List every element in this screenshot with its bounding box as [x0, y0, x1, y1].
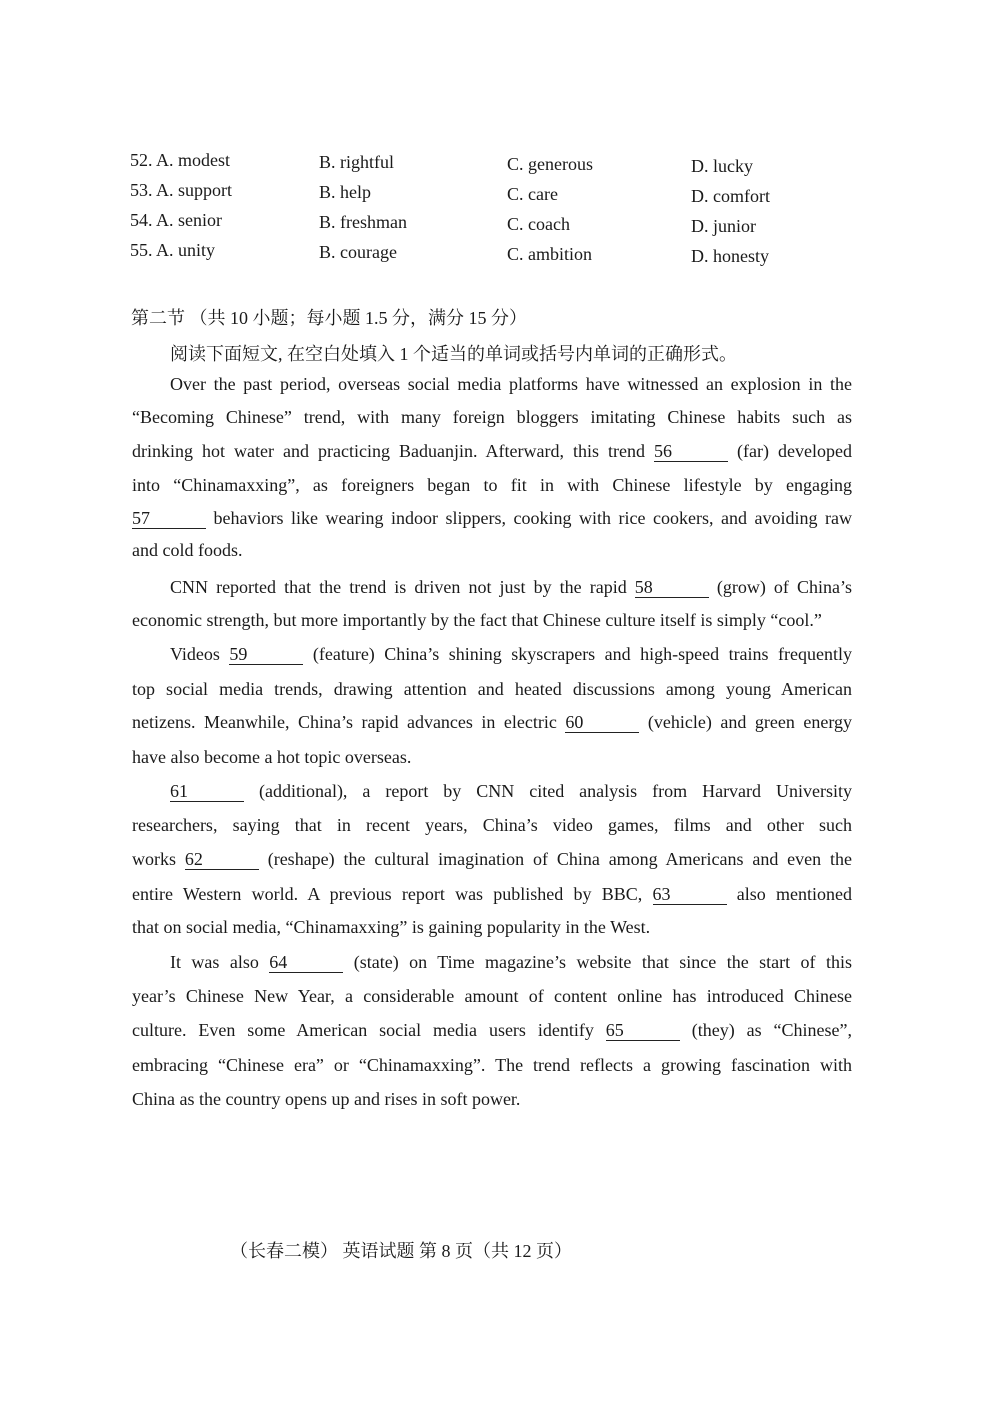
passage-line [170, 644, 852, 670]
blank-64: 64 [269, 952, 343, 973]
passage-text: China as the country opens up and rises in soft power. [132, 1089, 521, 1109]
passage-text: Over the past period, overseas social media platforms have witnessed an explosion in the [170, 374, 852, 394]
passage-text: also mentioned [726, 884, 852, 904]
passage-text: behaviors like wearing indoor slippers, cooking with rice cookers, and avoiding raw [206, 508, 852, 528]
passage-line [170, 781, 852, 807]
passage-line [132, 884, 852, 910]
passage-line [170, 374, 852, 400]
blank-62: 62 [185, 849, 259, 870]
passage-text: It was also [170, 952, 270, 972]
passage-text: and cold foods. [132, 540, 243, 560]
option-row-55 [130, 240, 830, 266]
section-heading: 第二节 （共 10 小题；每小题 1.5 分，满分 15 分） [131, 308, 527, 328]
blank-60: 60 [565, 712, 639, 733]
passage-text: entire Western world. A previous report was published by BBC, [132, 884, 653, 904]
passage-text: year’s Chinese New Year, a considerable amount of content online has introduced Chinese [132, 986, 852, 1006]
passage-text: netizens. Meanwhile, China’s rapid advances in electric [132, 712, 566, 732]
page-footer: （长春二模） 英语试题 第 8 页（共 12 页） [230, 1241, 572, 1261]
passage-text: top social media trends, drawing attention and heated discussions among young American [132, 679, 852, 699]
passage-line [132, 712, 852, 738]
blank-58: 58 [635, 577, 709, 598]
passage-text: Videos [170, 644, 230, 664]
option-c: C. ambition [507, 244, 592, 264]
passage-text: researchers, saying that in recent years, China’s video games, films and other such [132, 815, 852, 835]
blank-57: 57 [132, 508, 206, 529]
passage-line [132, 475, 852, 501]
passage-text: (feature) China’s shining skyscrapers and high-speed trains frequently [303, 644, 852, 664]
passage-text: that on social media, “Chinamaxxing” is gaining popularity in the West. [132, 917, 651, 937]
option-b: B. rightful [319, 152, 394, 172]
passage-text: (reshape) the cultural imagination of China among Americans and even the [258, 849, 853, 869]
passage-text: (far) developed [728, 441, 852, 461]
passage-line [132, 540, 852, 566]
option-row-52 [130, 150, 830, 176]
option-d: D. junior [691, 216, 756, 236]
passage-line [132, 747, 852, 773]
passage-text: embracing “Chinese era” or “Chinamaxxing”. The trend reflects a growing fascination with [132, 1055, 852, 1075]
passage-text: (they) as “Chinese”, [679, 1020, 852, 1040]
option-a: 53. A. support [130, 180, 233, 200]
option-d: D. honesty [691, 246, 769, 266]
passage-line [132, 407, 852, 433]
option-c: C. care [507, 184, 558, 204]
option-a: 54. A. senior [130, 210, 222, 230]
option-a: 52. A. modest [130, 150, 231, 170]
blank-61: 61 [170, 781, 244, 802]
passage-text: “Becoming Chinese” trend, with many foreign bloggers imitating Chinese habits such as [132, 407, 852, 427]
option-row-53 [130, 180, 830, 206]
passage-text: drinking hot water and practicing Baduanjin. Afterward, this trend [132, 441, 655, 461]
passage-line [132, 1089, 852, 1115]
passage-text: CNN reported that the trend is driven not just by the rapid [170, 577, 635, 597]
passage-line [132, 610, 852, 636]
passage-line [132, 917, 852, 943]
passage-text: works [132, 849, 185, 869]
passage-text: culture. Even some American social media users identify [132, 1020, 606, 1040]
passage-line [170, 577, 852, 603]
option-c: C. coach [507, 214, 570, 234]
passage-line [132, 815, 852, 841]
option-b: B. help [319, 182, 371, 202]
section-instruction: 阅读下面短文, 在空白处填入 1 个适当的单词或括号内单词的正确形式。 [170, 344, 737, 364]
blank-65: 65 [606, 1020, 680, 1041]
passage-line [132, 1020, 852, 1046]
blank-63: 63 [653, 884, 727, 905]
passage-line [132, 679, 852, 705]
passage-text: (grow) of China’s [708, 577, 852, 597]
passage-line [132, 849, 852, 875]
option-d: D. lucky [691, 156, 753, 176]
passage-text: (vehicle) and green energy [639, 712, 852, 732]
passage-text: economic strength, but more importantly by the fact that Chinese culture itself is simply “cool.” [132, 610, 822, 630]
option-row-54 [130, 210, 830, 236]
passage-line [132, 1055, 852, 1081]
option-b: B. freshman [319, 212, 407, 232]
passage-line [132, 508, 852, 534]
passage-text: (state) on Time magazine’s website that since the start of this [343, 952, 852, 972]
option-a: 55. A. unity [130, 240, 216, 260]
passage-text: have also become a hot topic overseas. [132, 747, 412, 767]
blank-56: 56 [654, 441, 728, 462]
passage-line [132, 986, 852, 1012]
option-c: C. generous [507, 154, 593, 174]
passage-line [132, 441, 852, 467]
passage-text: (additional), a report by CNN cited analysis from Harvard University [244, 781, 852, 801]
passage-text: into “Chinamaxxing”, as foreigners began to fit in with Chinese lifestyle by engaging [132, 475, 852, 495]
option-d: D. comfort [691, 186, 770, 206]
blank-59: 59 [229, 644, 303, 665]
option-b: B. courage [319, 242, 397, 262]
passage-line [170, 952, 852, 978]
